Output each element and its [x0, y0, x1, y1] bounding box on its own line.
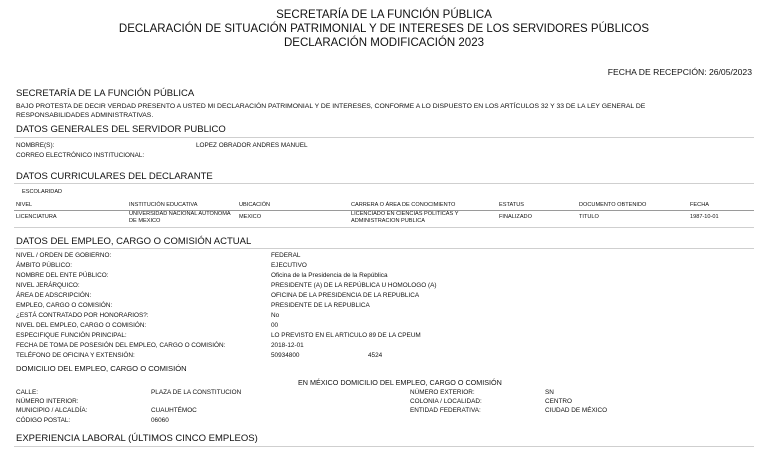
colonia-value: CENTRO — [545, 398, 572, 405]
numero-interior-label: NÚMERO INTERIOR: — [16, 398, 79, 405]
table-header-ubicacion: UBICACIÓN — [239, 202, 271, 208]
cell-institucion-2: DE MEXICO — [129, 218, 161, 224]
empleo-field-value: Oficina de la Presidencia de la República — [271, 272, 388, 279]
cell-institucion-1: UNIVERSIDAD NACIONAL AUTONOMA — [129, 211, 231, 217]
doc-header-line3: DECLARACIÓN MODIFICACIÓN 2023 — [283, 37, 484, 49]
empleo-field-value: LO PREVISTO EN EL ARTICULO 89 DE LA CPEUM — [271, 332, 421, 339]
empleo-field-label: EMPLEO, CARGO O COMISIÓN: — [16, 302, 113, 309]
empleo-field-value: 00 — [271, 322, 279, 329]
table-header-nivel: NIVEL — [16, 202, 33, 208]
empleo-field-label: FECHA DE TOMA DE POSESIÓN DEL EMPLEO, CARGO O COMISIÓN: — [16, 342, 226, 349]
cell-carrera-2: ADMINISTRACION PUBLICA — [351, 218, 425, 224]
codigo-postal-value: 06060 — [151, 417, 169, 424]
empleo-field-label: NIVEL DEL EMPLEO, CARGO O COMISIÓN: — [16, 322, 147, 329]
cell-carrera-1: LICENCIADO EN CIENCIAS POLITICAS Y — [351, 211, 459, 217]
divider — [14, 137, 754, 138]
numero-exterior-label: NÚMERO EXTERIOR: — [410, 389, 475, 396]
divider — [14, 446, 754, 447]
fecha-recepcion: FECHA DE RECEPCIÓN: 26/05/2023 — [607, 67, 752, 77]
doc-header-line1: SECRETARÍA DE LA FUNCIÓN PÚBLICA — [276, 9, 492, 21]
cell-fecha: 1987-10-01 — [690, 214, 719, 220]
divider — [14, 227, 754, 228]
intro-text-1: BAJO PROTESTA DE DECIR VERDAD PRESENTO A USTED MI DECLARACIÓN PATRIMONIAL Y DE INTERESES, CONFORME A LO DISPUESTO EN LOS ARTÍCULOS 32 Y 33 DE LA LEY GENERAL DE — [16, 103, 646, 110]
municipio-label: MUNICIPIO / ALCALDÍA: — [16, 407, 88, 414]
calle-value: PLAZA DE LA CONSTITUCION — [151, 389, 242, 396]
empleo-title: DATOS DEL EMPLEO, CARGO O COMISIÓN ACTUAL — [16, 236, 252, 247]
empleo-field-value: PRESIDENTE DE LA REPUBLICA — [271, 302, 370, 309]
empleo-field-label: TELÉFONO DE OFICINA Y EXTENSIÓN: — [16, 352, 135, 359]
colonia-label: COLONIA / LOCALIDAD: — [410, 398, 482, 405]
empleo-field-label: ESPECIFIQUE FUNCIÓN PRINCIPAL: — [16, 332, 127, 339]
domicilio-subtitle: EN MÉXICO DOMICILIO DEL EMPLEO, CARGO O COMISIÓN — [298, 378, 502, 387]
experiencia-title: EXPERIENCIA LABORAL (ÚLTIMOS CINCO EMPLEOS) — [16, 433, 258, 444]
empleo-field-label: NIVEL / ORDEN DE GOBIERNO: — [16, 252, 112, 259]
empleo-field-value: PRESIDENTE (A) DE LA REPÚBLICA U HOMOLOGO (A) — [271, 282, 437, 289]
calle-label: CALLE: — [16, 389, 39, 396]
domicilio-title: DOMICILIO DEL EMPLEO, CARGO O COMISIÓN — [16, 364, 187, 373]
table-header-fecha: FECHA — [690, 202, 709, 208]
entidad-label: ENTIDAD FEDERATIVA: — [410, 407, 481, 414]
cell-documento: TITULO — [579, 214, 599, 220]
cell-ubicacion: MEXICO — [239, 214, 262, 220]
nombre-label: NOMBRE(S): — [16, 142, 55, 149]
curriculares-title: DATOS CURRICULARES DEL DECLARANTE — [16, 171, 213, 182]
table-header-carrera: CARRERA O ÁREA DE CONOCIMIENTO — [351, 202, 456, 208]
entidad-value: CIUDAD DE MÉXICO — [545, 407, 608, 414]
table-header-estatus: ESTATUS — [499, 202, 524, 208]
codigo-postal-label: CÓDIGO POSTAL: — [16, 417, 71, 424]
empleo-field-label: ¿ESTÁ CONTRATADO POR HONORARIOS?: — [16, 312, 149, 319]
escolaridad-subtitle: ESCOLARIDAD — [22, 189, 63, 195]
nombre-value: LOPEZ OBRADOR ANDRES MANUEL — [196, 142, 308, 149]
empleo-field-label: ÁMBITO PÚBLICO: — [16, 262, 72, 269]
intro-text-2: RESPONSABILIDADES ADMINISTRATIVAS. — [16, 112, 154, 119]
telefono-extension: 4524 — [368, 352, 383, 359]
table-header-institucion: INSTITUCIÓN EDUCATIVA — [129, 202, 198, 208]
cell-estatus: FINALIZADO — [499, 214, 532, 220]
empleo-field-label: ÁREA DE ADSCRIPCIÓN: — [16, 292, 92, 299]
empleo-field-label: NOMBRE DEL ENTE PÚBLICO: — [16, 272, 109, 279]
numero-exterior-value: SN — [545, 389, 554, 396]
empleo-field-value: OFICINA DE LA PRESIDENCIA DE LA REPUBLICA — [271, 292, 420, 299]
empleo-field-value: FEDERAL — [271, 252, 301, 259]
divider — [14, 248, 754, 249]
empleo-field-value: 2018-12-01 — [271, 342, 304, 349]
empleo-field-value: No — [271, 312, 280, 319]
doc-header-line2: DECLARACIÓN DE SITUACIÓN PATRIMONIAL Y DE INTERESES DE LOS SERVIDORES PÚBLICOS — [118, 23, 650, 35]
correo-label: CORREO ELECTRÓNICO INSTITUCIONAL: — [16, 152, 145, 159]
datos-generales-title: DATOS GENERALES DEL SERVIDOR PUBLICO — [16, 124, 226, 135]
table-header-documento: DOCUMENTO OBTENIDO — [579, 202, 647, 208]
empleo-field-label: NIVEL JERÁRQUICO: — [16, 282, 80, 289]
divider — [14, 183, 754, 184]
empleo-field-value: 50934800 — [271, 352, 300, 359]
intro-title: SECRETARÍA DE LA FUNCIÓN PÚBLICA — [16, 88, 195, 99]
municipio-value: CUAUHTÉMOC — [151, 407, 197, 414]
cell-nivel: LICENCIATURA — [16, 214, 57, 220]
empleo-field-value: EJECUTIVO — [271, 262, 307, 269]
